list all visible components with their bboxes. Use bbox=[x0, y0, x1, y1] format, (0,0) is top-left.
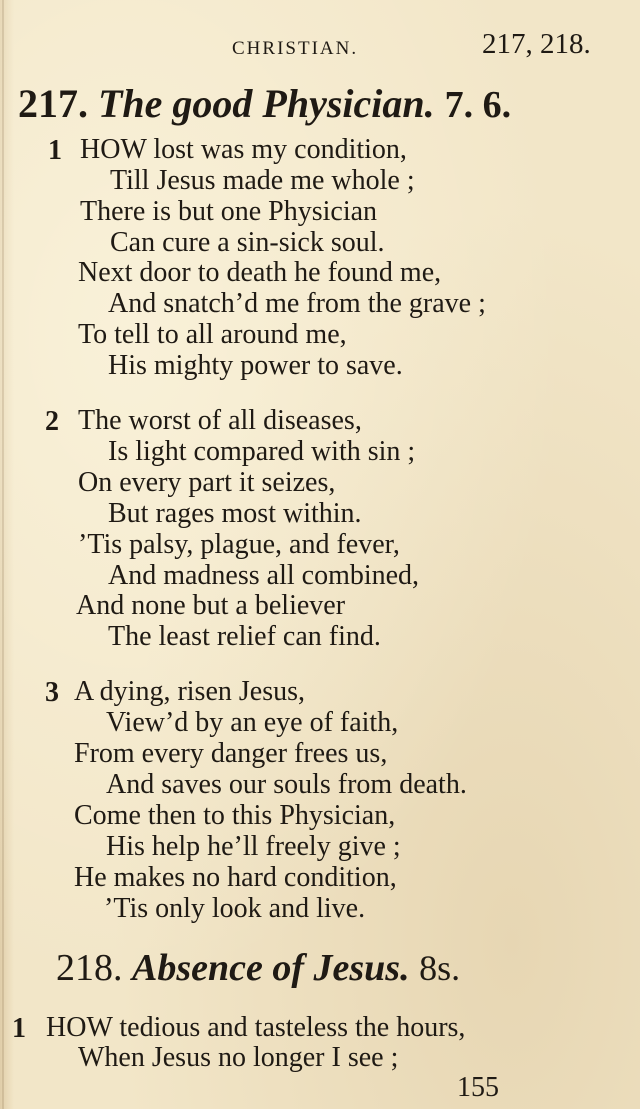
hymn-number: 217. bbox=[18, 81, 88, 126]
verse-line: His help he’ll freely give ; bbox=[106, 831, 401, 862]
verse-line: His mighty power to save. bbox=[108, 350, 403, 381]
verse-number: 2 bbox=[45, 406, 59, 437]
verse-line: Can cure a sin-sick soul. bbox=[110, 227, 385, 258]
verse-line: When Jesus no longer I see ; bbox=[78, 1042, 399, 1073]
hymn-218-title bbox=[56, 946, 460, 990]
verse-line: Next door to death he found me, bbox=[78, 257, 442, 288]
verse-line: The least relief can find. bbox=[108, 621, 381, 652]
verse-number: 3 bbox=[45, 677, 59, 708]
verse-line: There is but one Physician bbox=[80, 196, 378, 227]
verse-line: HOW tedious and tasteless the hours, bbox=[46, 1012, 466, 1043]
verse-line: From every danger frees us, bbox=[74, 738, 388, 769]
hymn-meter: 7. 6. bbox=[444, 84, 512, 126]
verse-line: View’d by an eye of faith, bbox=[106, 707, 399, 738]
hymn-number: 218. bbox=[56, 947, 123, 989]
hymn-217-title bbox=[18, 80, 511, 127]
verse-number: 1 bbox=[48, 135, 62, 166]
verse-line: The worst of all diseases, bbox=[78, 405, 362, 436]
verse-line: He makes no hard condition, bbox=[74, 862, 397, 893]
hymn-name: Absence of Jesus. bbox=[132, 947, 410, 989]
hymn-meter: 8s. bbox=[419, 948, 461, 988]
verse-line: But rages most within. bbox=[108, 498, 362, 529]
verse-line: ’Tis palsy, plague, and fever, bbox=[78, 529, 400, 560]
verse-line: On every part it seizes, bbox=[78, 467, 336, 498]
verse-line: And madness all combined, bbox=[108, 560, 420, 591]
verse-line: Come then to this Physician, bbox=[74, 800, 396, 831]
verse-line: And none but a believer bbox=[76, 590, 346, 621]
verse-line: To tell to all around me, bbox=[78, 319, 347, 350]
verse-line: HOW lost was my condition, bbox=[80, 134, 407, 165]
verse-line: A dying, risen Jesus, bbox=[74, 676, 305, 707]
verse-number: 1 bbox=[12, 1013, 26, 1044]
verse-line: And saves our souls from death. bbox=[106, 769, 467, 800]
verse-line: ’Tis only look and live. bbox=[104, 893, 366, 924]
hymn-name: The good Physician. bbox=[98, 81, 435, 126]
page-edge-shadow bbox=[2, 0, 4, 1109]
page-number: 155 bbox=[457, 1072, 499, 1103]
verse-line: And snatch’d me from the grave ; bbox=[108, 288, 486, 319]
verse-line: Is light compared with sin ; bbox=[108, 436, 416, 467]
running-title: CHRISTIAN. bbox=[232, 38, 359, 59]
verse-line: Till Jesus made me whole ; bbox=[110, 165, 415, 196]
page-range: 217, 218. bbox=[482, 28, 591, 60]
